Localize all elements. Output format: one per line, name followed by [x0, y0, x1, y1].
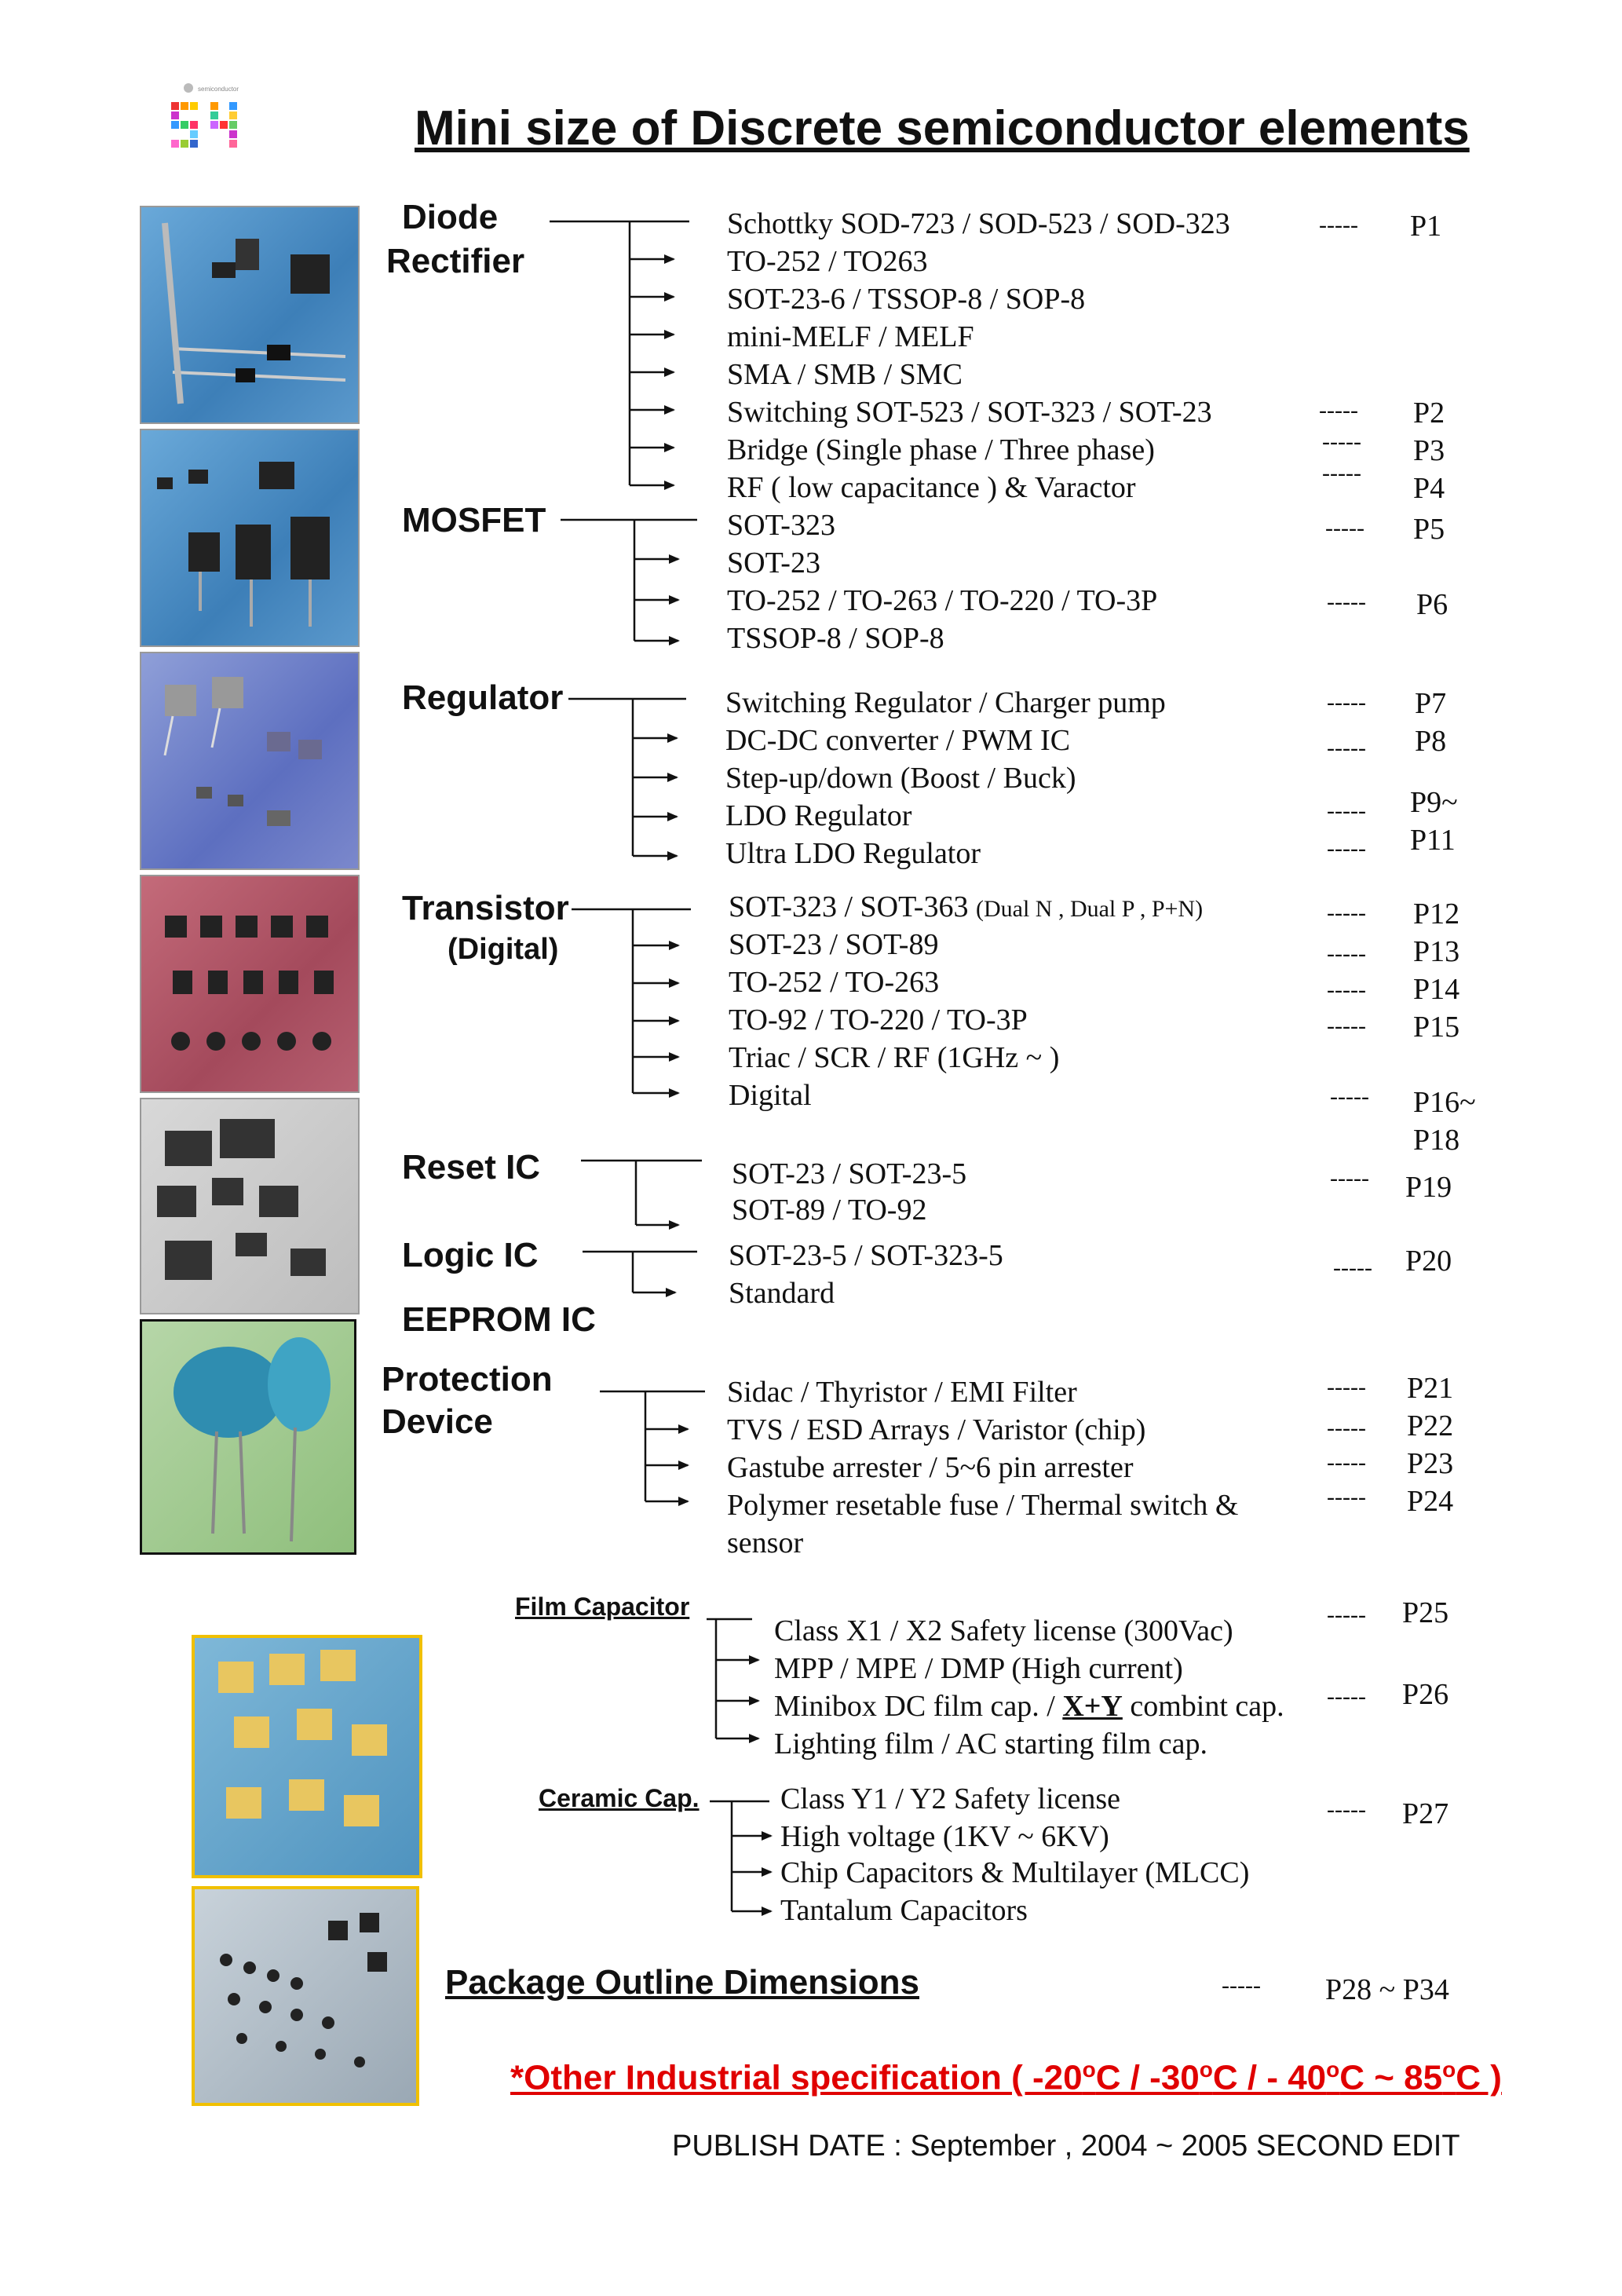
svg-text:semiconductor: semiconductor [198, 86, 239, 93]
category-regulator: Regulator [402, 678, 564, 717]
dash-separator: ----- [1327, 1484, 1366, 1510]
diode-item: SOT-23-6 / TSSOP-8 / SOP-8 [727, 283, 1086, 316]
dash-separator: ----- [1319, 397, 1358, 423]
dash-separator: ----- [1222, 1972, 1261, 1998]
page-ref: P26 [1402, 1678, 1449, 1711]
page-ref: P22 [1407, 1409, 1454, 1442]
mosfet-item: TSSOP-8 / SOP-8 [727, 622, 944, 655]
publish-date: PUBLISH DATE : September , 2004 ~ 2005 SECOND EDIT [672, 2130, 1460, 2163]
dash-separator: ----- [1327, 1450, 1366, 1475]
degree-sup: o [1326, 2057, 1340, 2082]
dash-separator: ----- [1327, 735, 1366, 761]
regulator-item: DC-DC converter / PWM IC [725, 724, 1071, 757]
transistor-item-note: (Dual N , Dual P , P+N) [975, 896, 1204, 922]
diode-item: Switching SOT-523 / SOT-323 / SOT-23 [727, 396, 1212, 429]
transistor-item: Digital [729, 1079, 812, 1112]
note-part-2: C / -30 [1095, 2058, 1200, 2097]
dash-separator: ----- [1327, 835, 1366, 861]
ceramic-cap-item: Tantalum Capacitors [780, 1894, 1028, 1927]
dash-separator: ----- [1325, 515, 1364, 541]
film-cap-item-bold: X+Y [1062, 1690, 1123, 1723]
degree-sup: o [1082, 2057, 1096, 2082]
category-protection: Protection [382, 1360, 553, 1398]
diode-item: TO-252 / TO263 [727, 245, 928, 278]
dash-separator: ----- [1327, 798, 1366, 824]
protection-item: sensor [727, 1526, 804, 1559]
dash-separator: ----- [1333, 1255, 1372, 1281]
film-cap-item: MPP / MPE / DMP (High current) [774, 1652, 1183, 1685]
page-ref: P25 [1402, 1596, 1449, 1629]
category-device: Device [382, 1402, 493, 1441]
diode-item: SMA / SMB / SMC [727, 358, 963, 391]
page-ref: P28 ~ P34 [1325, 1973, 1449, 2006]
dash-separator: ----- [1327, 589, 1366, 615]
category-mosfet: MOSFET [402, 501, 546, 539]
film-cap-item [774, 1691, 1284, 1721]
page-ref: P16~ [1413, 1086, 1476, 1119]
dash-separator: ----- [1322, 429, 1361, 455]
degree-sup: o [1199, 2057, 1213, 2082]
dash-separator: ----- [1327, 1684, 1366, 1709]
page-ref: P20 [1405, 1245, 1452, 1278]
page-ref: P27 [1402, 1797, 1449, 1830]
dash-separator: ----- [1327, 1415, 1366, 1441]
page-ref: P5 [1413, 513, 1445, 546]
dash-separator: ----- [1319, 212, 1358, 238]
page-ref: P13 [1413, 935, 1460, 968]
transistor-item-main: SOT-323 / SOT-363 [729, 890, 969, 923]
dash-separator: ----- [1322, 460, 1361, 486]
page-ref: P19 [1405, 1171, 1452, 1204]
film-cap-item-post: combint cap. [1122, 1690, 1284, 1723]
page-ref: P3 [1413, 434, 1445, 467]
mosfet-item: TO-252 / TO-263 / TO-220 / TO-3P [727, 584, 1158, 617]
protection-item: Gastube arrester / 5~6 pin arrester [727, 1451, 1134, 1484]
page-ref: P1 [1410, 210, 1442, 243]
page-ref: P4 [1413, 472, 1445, 505]
page-ref: P8 [1415, 725, 1447, 758]
page-ref: P14 [1413, 973, 1460, 1006]
protection-item: Sidac / Thyristor / EMI Filter [727, 1376, 1077, 1409]
category-diode: Diode [402, 198, 499, 236]
protection-item: TVS / ESD Arrays / Varistor (chip) [727, 1413, 1146, 1446]
reset-ic-item: SOT-89 / TO-92 [732, 1194, 927, 1227]
dash-separator: ----- [1327, 977, 1366, 1003]
note-part-5: C ) [1456, 2058, 1502, 2097]
dash-separator: ----- [1327, 1013, 1366, 1039]
ceramic-cap-item: Class Y1 / Y2 Safety license [780, 1782, 1121, 1815]
transistor-item [729, 892, 1203, 922]
ceramic-cap-item: High voltage (1KV ~ 6KV) [780, 1820, 1109, 1853]
category-rectifier: Rectifier [386, 242, 525, 280]
regulator-item: Step-up/down (Boost / Buck) [725, 762, 1076, 795]
page-ref: P15 [1413, 1011, 1460, 1044]
page-ref: P11 [1410, 824, 1456, 857]
page-ref: P24 [1407, 1485, 1454, 1518]
category-film-capacitor: Film Capacitor [515, 1592, 690, 1621]
category-eeprom-ic: EEPROM IC [402, 1300, 596, 1339]
note-part-4: C ~ 85 [1339, 2058, 1443, 2097]
package-outline-heading: Package Outline Dimensions [445, 1963, 919, 2002]
regulator-item: Switching Regulator / Charger pump [725, 686, 1166, 719]
dash-separator: ----- [1327, 1602, 1366, 1628]
diode-item: Schottky SOD-723 / SOD-523 / SOD-323 [727, 207, 1230, 240]
film-cap-item: Lighting film / AC starting film cap. [774, 1727, 1208, 1760]
page-title: Mini size of Discrete semiconductor elements [415, 101, 1470, 155]
mosfet-item: SOT-323 [727, 509, 835, 542]
category-ceramic-cap: Ceramic Cap. [539, 1784, 700, 1812]
diode-item: Bridge (Single phase / Three phase) [727, 433, 1155, 466]
page-ref: P21 [1407, 1372, 1454, 1405]
reset-ic-item: SOT-23 / SOT-23-5 [732, 1157, 967, 1190]
transistor-item: SOT-23 / SOT-89 [729, 928, 939, 961]
page-ref: P12 [1413, 898, 1460, 930]
transistor-item: TO-92 / TO-220 / TO-3P [729, 1004, 1028, 1036]
page-ref: P2 [1413, 397, 1445, 430]
regulator-item: Ultra LDO Regulator [725, 837, 981, 870]
logic-ic-item: Standard [729, 1277, 835, 1310]
dash-separator: ----- [1327, 1797, 1366, 1823]
film-cap-item-pre: Minibox DC film cap. / [774, 1690, 1063, 1723]
logic-ic-item: SOT-23-5 / SOT-323-5 [729, 1239, 1003, 1272]
page-ref: P9~ [1410, 786, 1458, 819]
industrial-spec-note [510, 2057, 1502, 2098]
protection-item: Polymer resetable fuse / Thermal switch & [727, 1489, 1239, 1522]
dash-separator: ----- [1330, 1084, 1369, 1110]
category-logic-ic: Logic IC [402, 1236, 539, 1274]
category-transistor-digital: (Digital) [448, 933, 559, 966]
category-reset-ic: Reset IC [402, 1148, 541, 1186]
category-transistor: Transistor [402, 889, 569, 927]
dash-separator: ----- [1327, 689, 1366, 715]
transistor-item: Triac / SCR / RF (1GHz ~ ) [729, 1041, 1060, 1074]
mosfet-item: SOT-23 [727, 547, 820, 579]
transistor-item: TO-252 / TO-263 [729, 966, 940, 999]
note-part-3: C / - 40 [1212, 2058, 1327, 2097]
dash-separator: ----- [1330, 1165, 1369, 1191]
dash-separator: ----- [1327, 1374, 1366, 1400]
page-ref: P23 [1407, 1447, 1454, 1480]
diode-item: mini-MELF / MELF [727, 320, 974, 353]
ceramic-cap-item: Chip Capacitors & Multilayer (MLCC) [780, 1856, 1250, 1889]
page-ref: P6 [1416, 588, 1448, 621]
degree-sup: o [1442, 2057, 1456, 2082]
page-ref: P7 [1415, 687, 1447, 720]
film-cap-item: Class X1 / X2 Safety license (300Vac) [774, 1614, 1233, 1647]
regulator-item: LDO Regulator [725, 799, 912, 832]
diode-item: RF ( low capacitance ) & Varactor [727, 471, 1136, 504]
dash-separator: ----- [1327, 900, 1366, 926]
note-part-1: *Other Industrial specification ( -20 [510, 2058, 1083, 2097]
dash-separator: ----- [1327, 941, 1366, 967]
page-ref: P18 [1413, 1124, 1460, 1157]
